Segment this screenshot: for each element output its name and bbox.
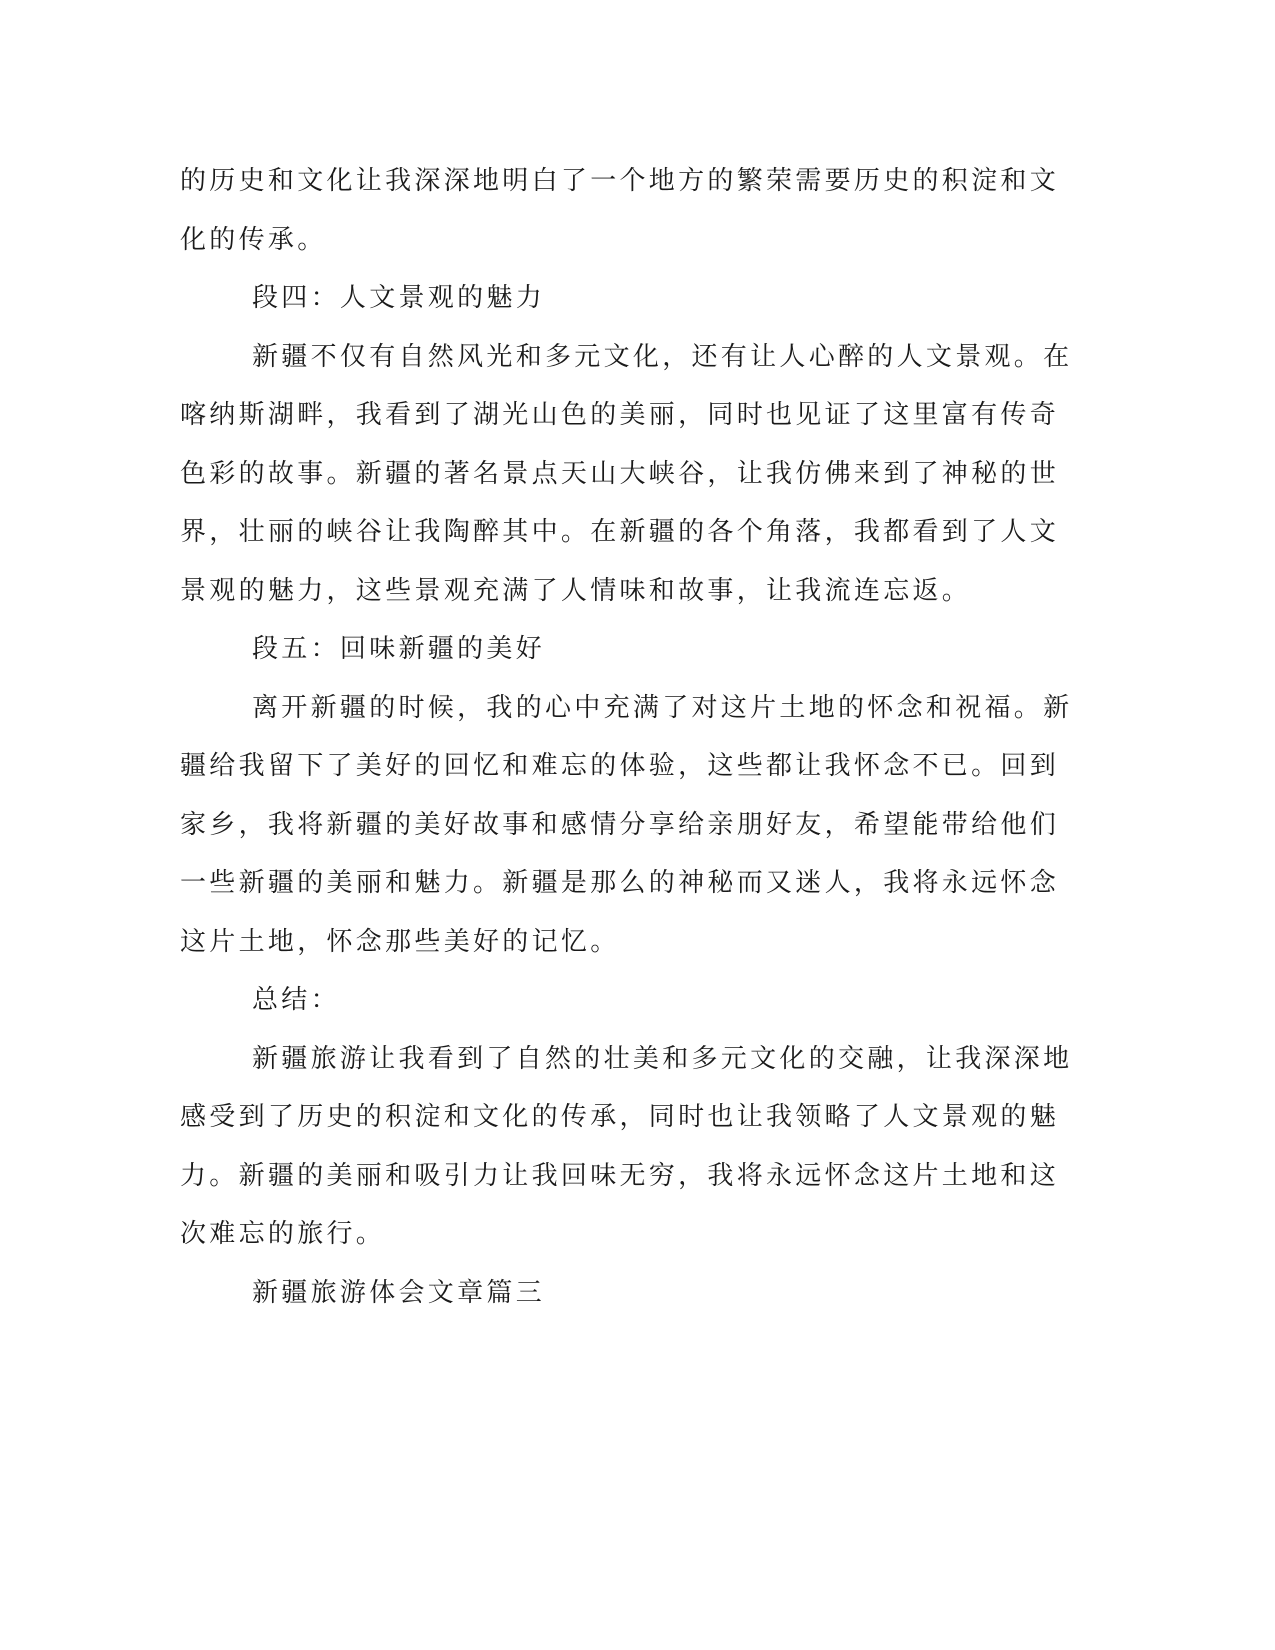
text-line: 感受到了历史的积淀和文化的传承，同时也让我领略了人文景观的魅	[180, 1102, 1060, 1132]
section-heading: 总结：	[252, 985, 340, 1015]
text-line: 次难忘的旅行。	[180, 1219, 386, 1249]
text-line: 新疆不仅有自然风光和多元文化，还有让人心醉的人文景观。在	[252, 341, 1073, 372]
section-heading: 段四：人文景观的魅力	[252, 283, 546, 313]
text-line: 新疆旅游让我看到了自然的壮美和多元文化的交融，让我深深地	[252, 1043, 1073, 1074]
text-line: 离开新疆的时候，我的心中充满了对这片土地的怀念和祝福。新	[252, 692, 1073, 723]
text-line: 化的传承。	[180, 224, 327, 255]
text-line: 这片土地，怀念那些美好的记忆。	[180, 926, 620, 957]
text-line: 的历史和文化让我深深地明白了一个地方的繁荣需要历史的积淀和文	[180, 166, 1060, 196]
section-heading: 段五：回味新疆的美好	[252, 634, 546, 664]
text-line: 家乡，我将新疆的美好故事和感情分享给亲朋好友，希望能带给他们	[180, 809, 1060, 840]
text-line: 喀纳斯湖畔，我看到了湖光山色的美丽，同时也见证了这里富有传奇	[180, 400, 1060, 430]
text-line: 力。新疆的美丽和吸引力让我回味无穷，我将永远怀念这片土地和这	[180, 1160, 1060, 1191]
text-line: 疆给我留下了美好的回忆和难忘的体验，这些都让我怀念不已。回到	[180, 751, 1060, 781]
text-line: 一些新疆的美丽和魅力。新疆是那么的神秘而又迷人，我将永远怀念	[180, 868, 1060, 898]
text-line: 色彩的故事。新疆的著名景点天山大峡谷，让我仿佛来到了神秘的世	[180, 458, 1060, 489]
section-heading: 新疆旅游体会文章篇三	[252, 1277, 546, 1308]
text-line: 界，壮丽的峡谷让我陶醉其中。在新疆的各个角落，我都看到了人文	[180, 517, 1060, 547]
text-line: 景观的魅力，这些景观充满了人情味和故事，让我流连忘返。	[180, 575, 972, 606]
document-body	[180, 159, 1073, 1329]
